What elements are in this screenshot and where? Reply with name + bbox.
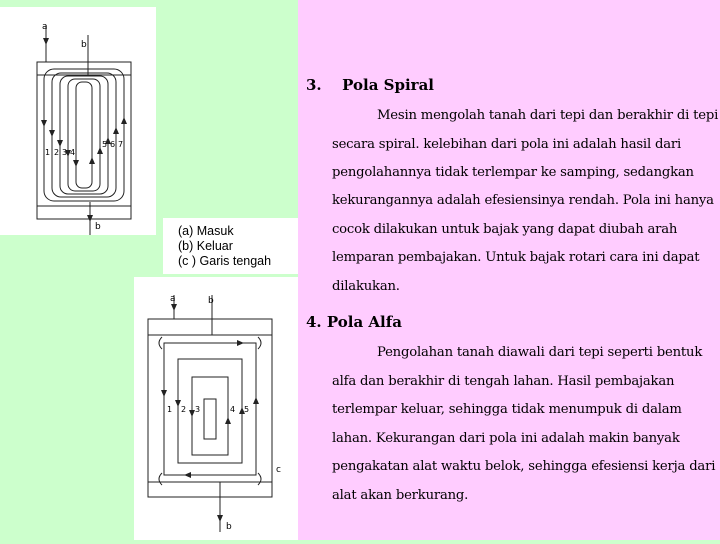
legend-item-garis-tengah: (c ) Garis tengah [178,254,272,268]
section3-heading [306,76,434,94]
section4-line: terlempar keluar, sehingga tidak menumpuk di dalam [332,402,682,417]
section3-number: 3. [306,76,322,94]
section3-line: dilakukan. [332,279,400,294]
section3-line: cocok dilakukan untuk bajak yang dapat diubah arah [332,222,678,237]
spiral-label-4: 4 [70,148,76,157]
section3-line: Mesin mengolah tanah dari tepi dan berakhir di tepi [377,108,719,123]
section3-title: Pola Spiral [342,76,435,94]
alfa-label-b-top: b [208,296,214,306]
alfa-label-b-bottom: b [226,522,232,532]
section4-line: alfa dan berakhir di tengah lahan. Hasil pembajakan [332,374,675,389]
section4-line: lahan. Kekurangan dari pola ini adalah makin banyak [332,431,680,446]
legend-item-keluar: (b) Keluar [178,239,233,253]
spiral-label-7: 7 [118,140,124,149]
alfa-pattern-diagram [134,277,298,540]
spiral-label-b-bottom: b [95,222,101,232]
section4-line: pengakatan alat waktu belok, sehingga efesiensi kerja dari [332,459,716,474]
alfa-label-1: 1 [167,405,173,414]
spiral-pattern-diagram [0,7,156,235]
alfa-label-c: c [276,465,281,475]
section4-line: alat akan berkurang. [332,488,469,503]
spiral-label-6: 6 [110,140,116,149]
section3-line: lemparan pembajakan. Untuk bajak rotari cara ini dapat [332,250,700,265]
alfa-label-3: 3 [195,405,201,414]
spiral-label-b-top: b [81,40,87,50]
alfa-label-4: 4 [230,405,236,414]
section4-line: Pengolahan tanah diawali dari tepi seperti bentuk [377,345,703,360]
section3-line: secara spiral. kelebihan dari pola ini adalah hasil dari [332,137,681,152]
section3-line: pengolahannya tidak terlempar ke samping, sedangkan [332,165,694,180]
spiral-label-1: 1 [45,148,51,157]
figure-legend [163,218,298,274]
spiral-pattern-figure [0,7,156,235]
legend-item-masuk: (a) Masuk [178,224,234,238]
alfa-label-2: 2 [181,405,187,414]
spiral-label-2: 2 [54,148,60,157]
section4-heading: 4. Pola Alfa [306,313,402,331]
alfa-label-a: a [170,294,176,304]
section3-line: kekurangannya adalah efesiensinya rendah. Pola ini hanya [332,193,714,208]
alfa-label-5: 5 [244,405,250,414]
spiral-label-3: 3 [62,148,68,157]
spiral-label-a: a [42,22,48,32]
spiral-label-5: 5 [102,140,108,149]
alfa-pattern-figure [134,277,298,540]
